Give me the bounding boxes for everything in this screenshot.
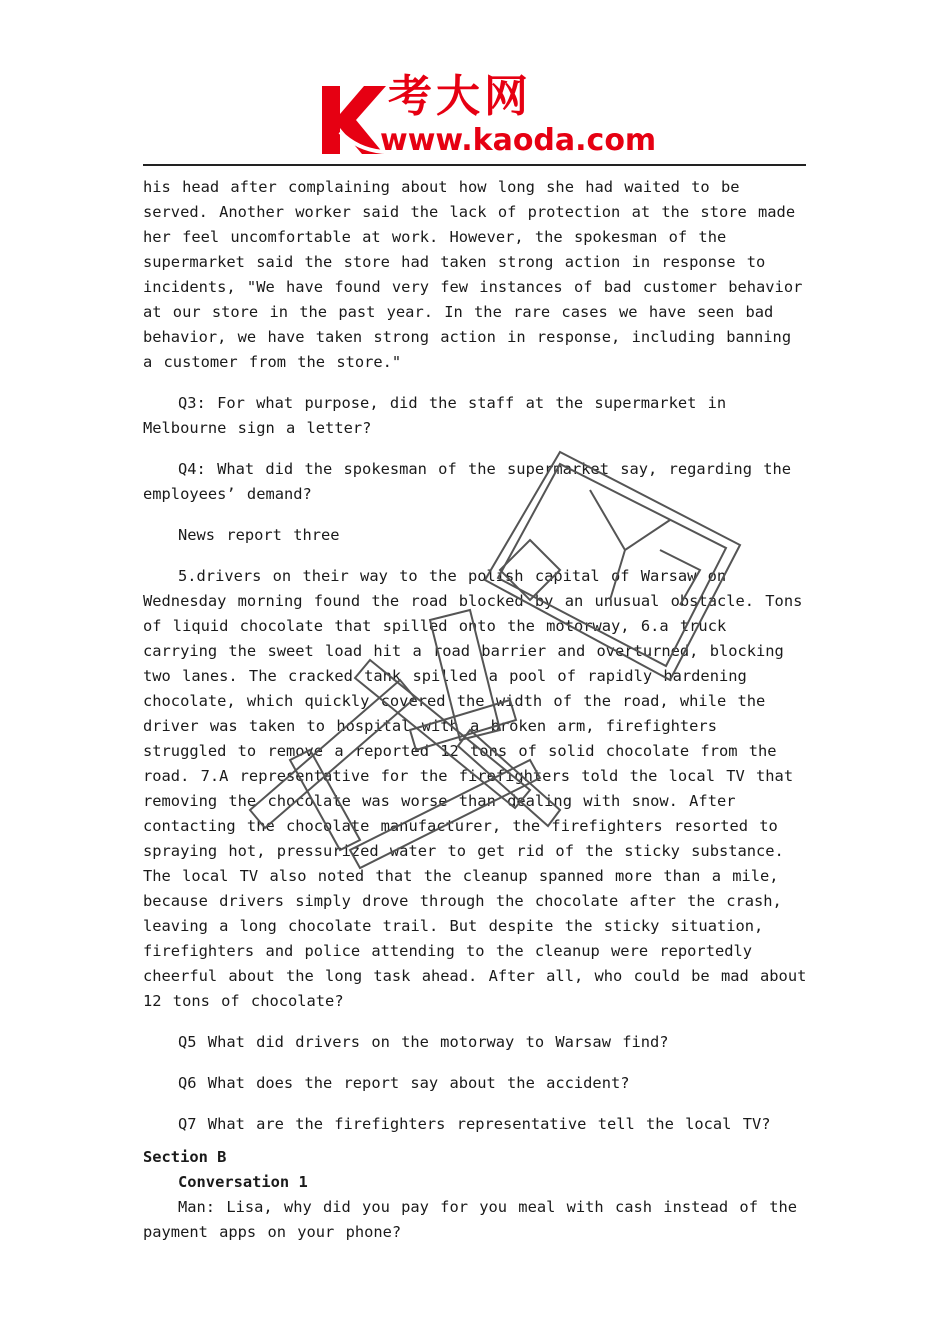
kaoda-logo xyxy=(318,70,657,160)
logo-url-text: www.kaoda.com xyxy=(380,123,657,158)
paragraph-continued: his head after complaining about how long she had waited to be served. Another worker said the lack of protection at the store made her feel uncomfortable at work. However, the spokesman of the supermarket said the store had taken strong action in response to incidents, "We have found very few instances of bad customer behavior at our store in the past year. In the rare cases we have seen bad behavior, we have taken strong action in response, including banning a customer from the store." xyxy=(143,178,803,371)
news-report-paragraph: 5.drivers on their way to the polish capital of Warsaw on Wednesday morning found the road blocked by an unusual obstacle. Tons of liquid chocolate that spilled onto the motorway, 6.a truck carrying the sweet load hit a road barrier and overturned, blocking two lanes. The cracked tank spilled a pool of rapidly hardening chocolate, which quickly covered the width of the road, while the driver was taken to hospital with a broken arm, firefighters struggled to remove a reported 12 tons of solid chocolate from the road. 7.A representative for the firefighters told the local TV that removing the chocolate was worse than dealing with snow. After contacting the chocolate manufacturer, the firefighters resorted to spraying hot, pressurized water to get rid of the sticky substance. The local TV also noted that the cleanup spanned more than a mile, because drivers simply drove through the chocolate after the crash, leaving a long chocolate trail. But despite the sticky situation, firefighters and police attending to the cleanup were reportedly cheerful about the long task ahead. After all, who could be mad about 12 tons of chocolate? xyxy=(143,567,807,1010)
logo-chinese-text: 考大网 xyxy=(388,71,532,122)
news-report-heading: News report three xyxy=(178,526,340,544)
header-divider xyxy=(143,164,806,166)
document-body xyxy=(143,175,808,1245)
question-4: Q4: What did the spokesman of the supermarket say, regarding the employees’ demand? xyxy=(143,460,792,503)
question-7: Q7 What are the firefighters representative tell the local TV? xyxy=(178,1115,771,1133)
section-heading: Section B xyxy=(143,1148,227,1166)
question-5: Q5 What did drivers on the motorway to Warsaw find? xyxy=(178,1033,669,1051)
question-6: Q6 What does the report say about the accident? xyxy=(178,1074,630,1092)
question-3: Q3: For what purpose, did the staff at the supermarket in Melbourne sign a letter? xyxy=(143,394,727,437)
dialogue-line: Man: Lisa, why did you pay for you meal with cash instead of the payment apps on your phone? xyxy=(143,1198,798,1241)
conversation-heading: Conversation 1 xyxy=(178,1173,308,1191)
